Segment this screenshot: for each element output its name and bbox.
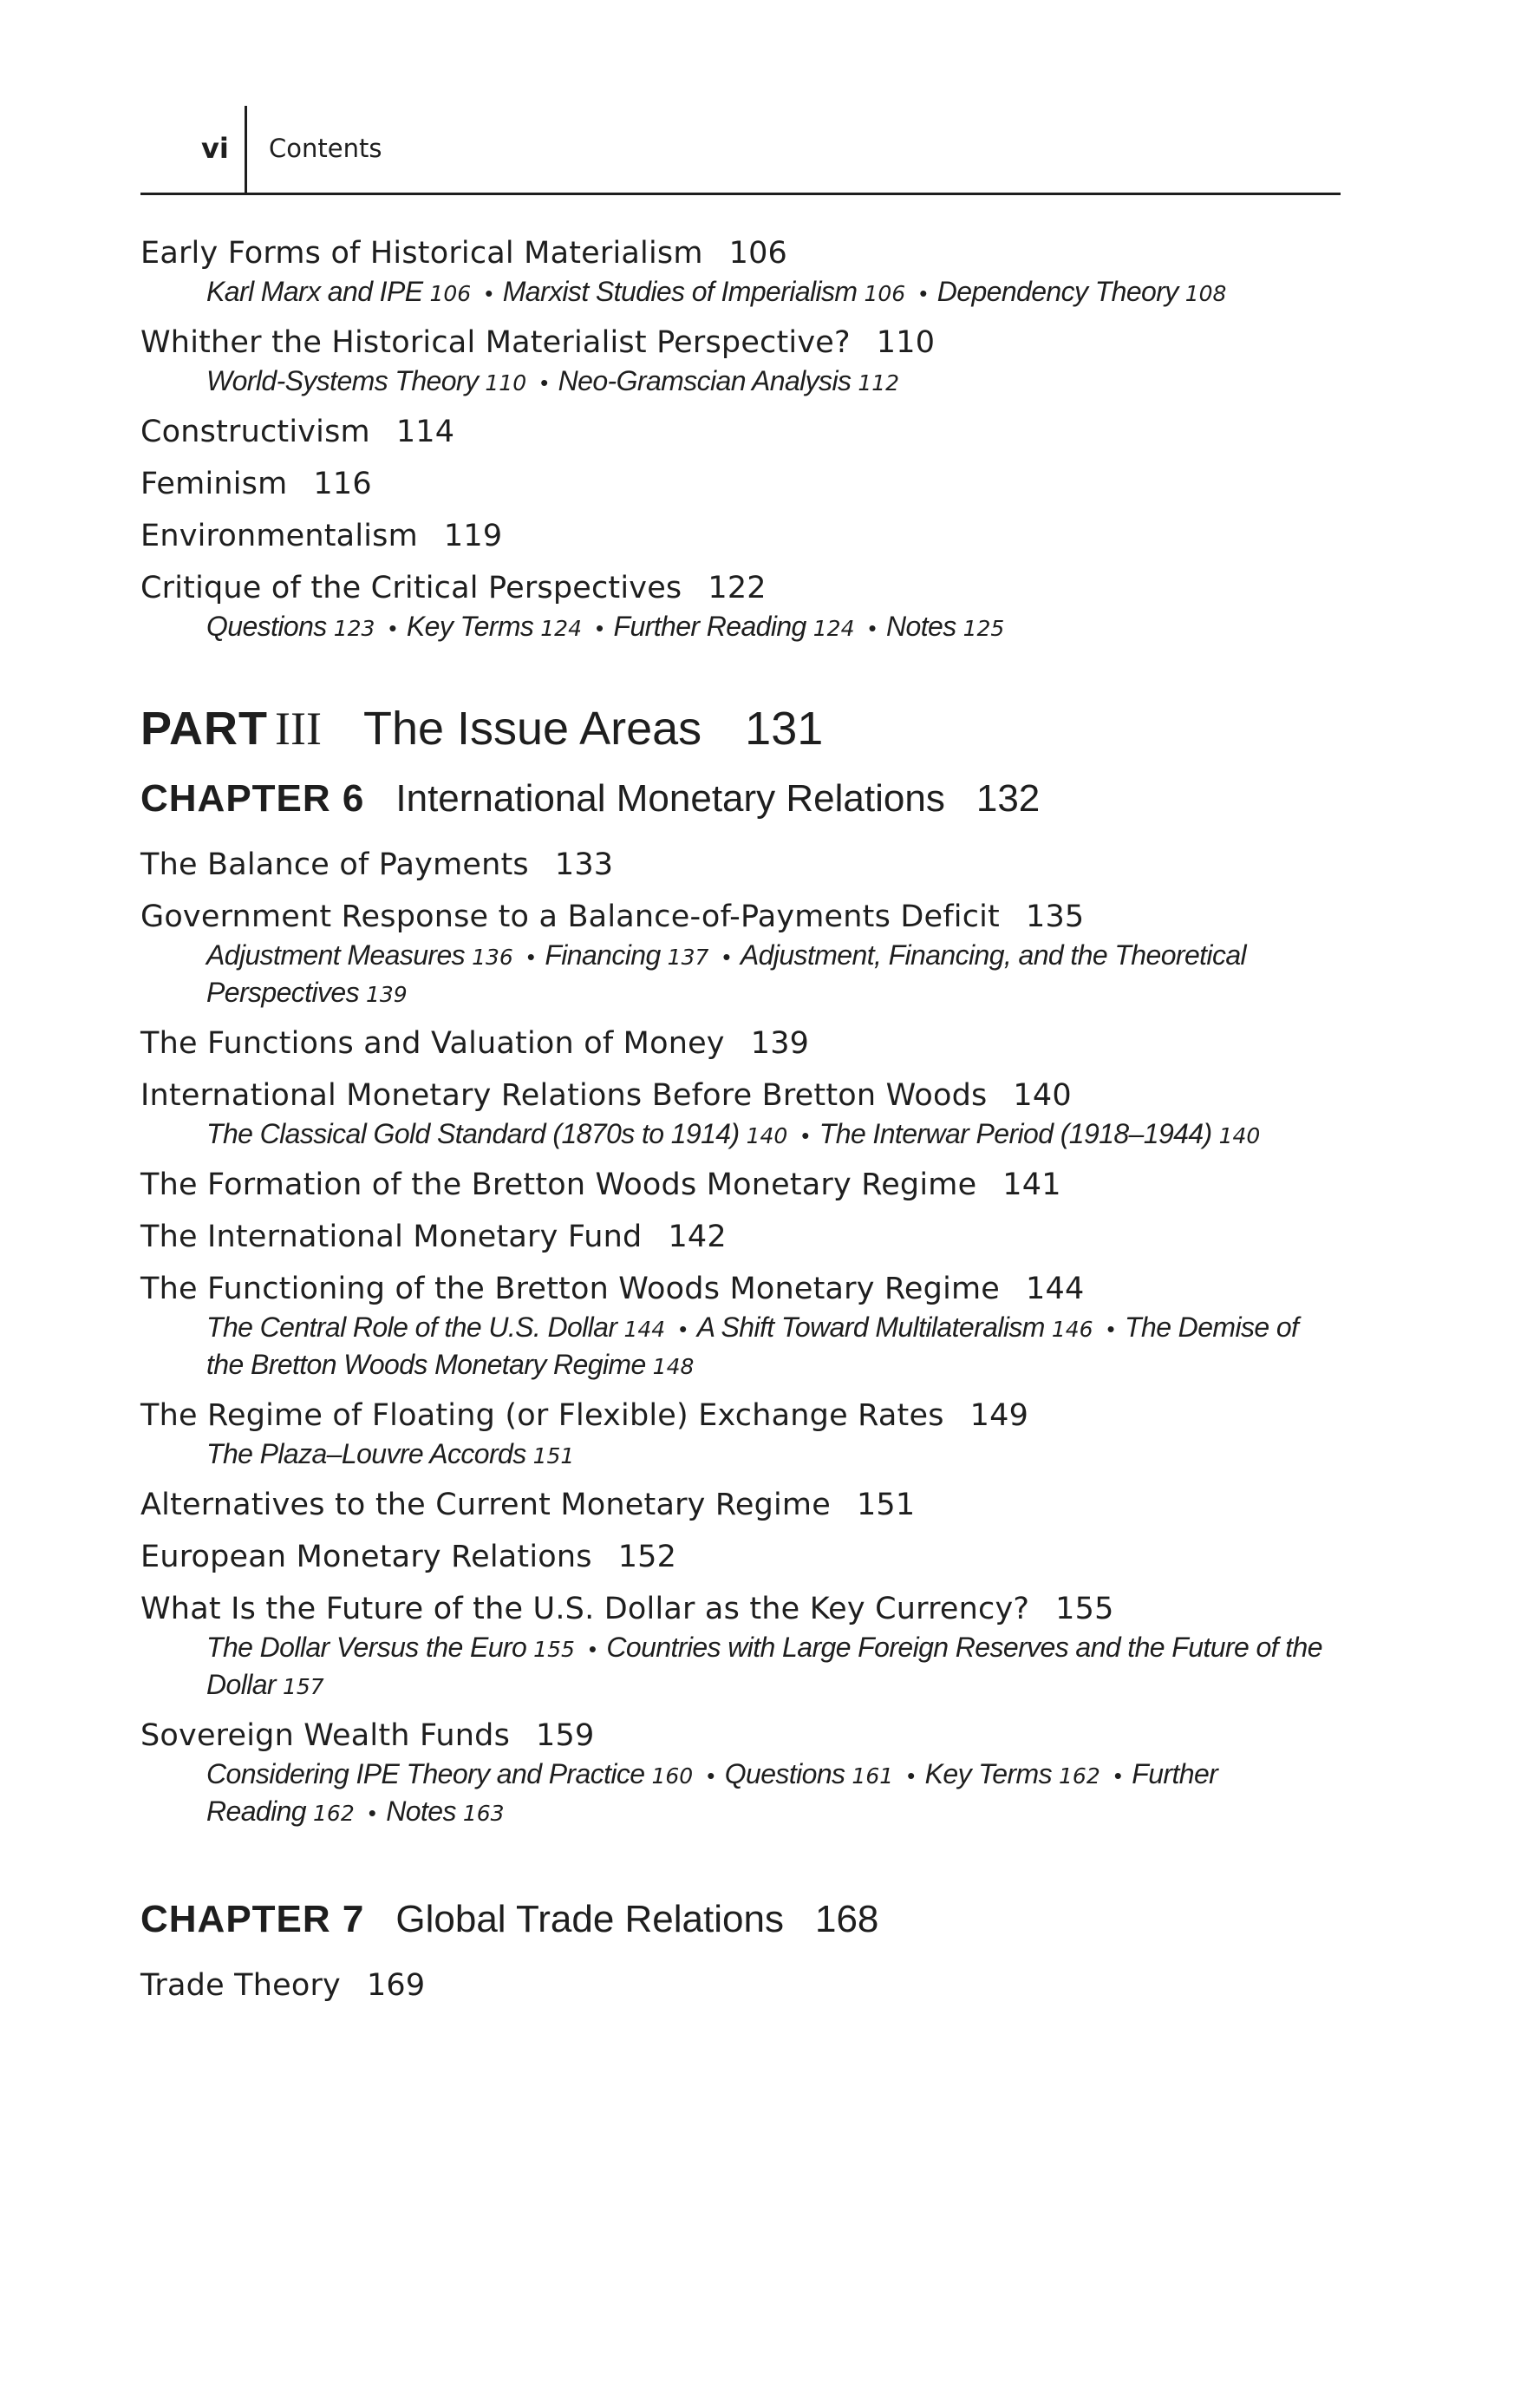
subsection-page: 157 (282, 1674, 324, 1699)
section-page: 140 (1013, 1078, 1072, 1113)
subsection-page: 146 (1051, 1317, 1093, 1342)
bullet-separator: • (722, 944, 730, 970)
subsection-title: Further Reading (206, 1758, 1218, 1827)
section-title: Sovereign Wealth Funds (140, 1718, 511, 1753)
subsection-page: 108 (1184, 281, 1227, 306)
section-title: The Balance of Payments (140, 847, 529, 882)
chapter-page: 132 (976, 777, 1041, 820)
bullet-separator: • (596, 615, 604, 641)
running-head (140, 102, 1341, 195)
bullet-separator: • (868, 615, 876, 641)
section-heading (140, 567, 1341, 609)
toc-entry-critique (140, 567, 1341, 646)
subsection-title: The Interwar Period (1918–1944) (819, 1118, 1212, 1149)
subsection-page: 162 (1059, 1763, 1100, 1789)
toc-entry-floating (140, 1395, 1341, 1474)
chapter-title: International Monetary Relations (395, 777, 945, 820)
section-page: 116 (313, 467, 372, 501)
section-title: Government Response to a Balance-of-Payments Deficit (140, 899, 1000, 934)
subsection-title: Key Terms (406, 611, 534, 642)
part-label: PART (140, 703, 268, 755)
bullet-separator: • (1113, 1763, 1122, 1789)
section-page: 114 (395, 415, 455, 449)
subsection-title: Marxist Studies of Imperialism (502, 276, 858, 307)
section-heading (140, 1588, 1341, 1630)
section-title: The International Monetary Fund (140, 1220, 643, 1254)
subsection-page: 112 (858, 370, 900, 396)
subsection-title: Key Terms (924, 1758, 1053, 1789)
bullet-separator: • (801, 1122, 809, 1148)
subsection-page: 162 (313, 1801, 355, 1826)
section-title: The Regime of Floating (or Flexible) Exchange Rates (140, 1398, 944, 1433)
section-title: The Functions and Valuation of Money (140, 1026, 725, 1061)
toc-entry-european (140, 1536, 1341, 1578)
section-title: Early Forms of Historical Materialism (140, 236, 703, 271)
section-title: Critique of the Critical Perspectives (140, 571, 682, 605)
subsection-page: 106 (864, 281, 906, 306)
section-title: The Functioning of the Bretton Woods Monetary Regime (140, 1272, 1001, 1306)
subsection-page: 136 (472, 945, 513, 970)
section-title: Alternatives to the Current Monetary Regime (140, 1488, 831, 1522)
section-heading (140, 411, 1341, 453)
part-heading (140, 698, 1341, 759)
subsection-line (206, 1116, 1341, 1154)
section-heading (140, 1965, 1341, 2006)
toc-content (140, 232, 1341, 2017)
toc-entry-formation (140, 1164, 1341, 1206)
subsection-page: 140 (1218, 1123, 1261, 1148)
section-heading (140, 1484, 1341, 1526)
subsection-title: Countries with Large Foreign Reserves and the Future of the Dollar (206, 1632, 1322, 1700)
subsection-page: 148 (652, 1354, 695, 1379)
subsection-title: Adjustment Measures (206, 939, 466, 971)
subsection-page: 124 (540, 616, 582, 641)
bullet-separator: • (1106, 1316, 1115, 1342)
subsection-page: 151 (532, 1443, 575, 1469)
section-heading (140, 463, 1341, 505)
subsection-line (206, 1756, 1341, 1831)
subsection-line (206, 1310, 1341, 1384)
section-page: 106 (728, 236, 788, 271)
bullet-separator: • (919, 280, 927, 306)
bullet-separator: • (388, 615, 396, 641)
section-heading (140, 1395, 1341, 1436)
subsection-title: The Plaza–Louvre Accords (206, 1438, 526, 1469)
subsection-page: 139 (366, 982, 408, 1007)
section-page: 141 (1002, 1168, 1061, 1202)
subsection-page: 124 (812, 616, 855, 641)
section-heading (140, 1268, 1341, 1310)
toc-entry-sovereign-wealth-funds (140, 1715, 1341, 1831)
subsection-title: Adjustment, Financing, and the Theoretical Perspectives (206, 939, 1247, 1008)
part-page: 131 (745, 703, 824, 755)
section-heading (140, 896, 1341, 938)
subsection-page: 155 (533, 1637, 575, 1662)
chapter-label: CHAPTER 6 (140, 777, 365, 820)
toc-entry-balance (140, 844, 1341, 886)
section-page: 144 (1026, 1272, 1085, 1306)
toc-entry-environmentalism (140, 515, 1341, 557)
subsection-title: The Demise of the Bretton Woods Monetary Regime (206, 1312, 1299, 1380)
section-page: 142 (668, 1220, 727, 1254)
part-title: The Issue Areas (362, 703, 702, 755)
section-title: Whither the Historical Materialist Perspective? (140, 325, 851, 360)
section-heading (140, 232, 1341, 274)
chapter-heading (140, 1894, 1341, 1946)
toc-entry-government (140, 896, 1341, 1012)
subsection-title: The Central Role of the U.S. Dollar (206, 1312, 617, 1343)
section-page: 155 (1055, 1592, 1114, 1626)
section-title: The Formation of the Bretton Woods Monetary Regime (140, 1168, 977, 1202)
subsection-line (206, 1630, 1341, 1704)
subsection-title: Neo-Gramscian Analysis (558, 365, 852, 396)
section-page: 149 (969, 1398, 1029, 1433)
section-heading (140, 322, 1341, 363)
subsection-page: 160 (651, 1763, 694, 1789)
page-number: vi (201, 132, 229, 165)
subsection-line (206, 1436, 1341, 1474)
running-head-title: Contents (269, 134, 382, 163)
toc-entry-before-bretton-woods (140, 1075, 1341, 1154)
toc-entry-early-forms (140, 232, 1341, 311)
subsection-title: Financing (545, 939, 661, 971)
section-title: Constructivism (140, 415, 370, 449)
subsection-title: A Shift Toward Multilateralism (696, 1312, 1045, 1343)
bullet-separator: • (526, 944, 535, 970)
section-heading (140, 1216, 1341, 1258)
chapter-label: CHAPTER 7 (140, 1898, 365, 1940)
subsection-line (206, 274, 1341, 311)
part-numeral: III (275, 703, 322, 755)
toc-entry-constructivism (140, 411, 1341, 453)
subsection-title: Further Reading (613, 611, 806, 642)
subsection-title: Dependency Theory (936, 276, 1178, 307)
subsection-page: 163 (462, 1801, 505, 1826)
subsection-title: World-Systems Theory (206, 365, 479, 396)
section-heading (140, 1075, 1341, 1116)
section-page: 169 (366, 1968, 426, 2003)
toc-entry-feminism (140, 463, 1341, 505)
subsection-page: 106 (429, 281, 472, 306)
section-page: 139 (750, 1026, 810, 1061)
toc-entry-alternatives (140, 1484, 1341, 1526)
section-page: 119 (443, 519, 503, 553)
toc-entry-trade-theory (140, 1965, 1341, 2006)
section-page: 110 (876, 325, 936, 360)
subsection-title: Notes (886, 611, 956, 642)
bullet-separator: • (540, 370, 548, 396)
chapter-page: 168 (814, 1898, 879, 1940)
toc-entry-whither (140, 322, 1341, 401)
subsection-page: 110 (485, 370, 527, 396)
subsection-line (206, 609, 1341, 646)
subsection-page: 144 (623, 1317, 666, 1342)
subsection-page: 140 (746, 1123, 788, 1148)
section-page: 122 (708, 571, 767, 605)
section-heading (140, 515, 1341, 557)
section-title: International Monetary Relations Before Bretton Woods (140, 1078, 988, 1113)
subsection-line (206, 938, 1341, 1012)
toc-entry-future (140, 1588, 1341, 1704)
subsection-title: Karl Marx and IPE (206, 276, 423, 307)
section-page: 135 (1025, 899, 1085, 934)
toc-entry-functioning (140, 1268, 1341, 1384)
subsection-line (206, 363, 1341, 401)
subsection-page: 123 (333, 616, 375, 641)
bullet-separator: • (907, 1763, 915, 1789)
subsection-title: The Dollar Versus the Euro (206, 1632, 527, 1663)
section-title: European Monetary Relations (140, 1540, 592, 1574)
bullet-separator: • (707, 1763, 715, 1789)
subsection-title: Considering IPE Theory and Practice (206, 1758, 645, 1789)
bullet-separator: • (485, 280, 493, 306)
section-page: 159 (536, 1718, 595, 1753)
subsection-page: 125 (962, 616, 1005, 641)
section-title: Environmentalism (140, 519, 418, 553)
subsection-page: 161 (852, 1763, 894, 1789)
subsection-title: Questions (724, 1758, 845, 1789)
bullet-separator: • (368, 1800, 376, 1826)
bullet-separator: • (679, 1316, 687, 1342)
section-title: Feminism (140, 467, 288, 501)
section-heading (140, 1715, 1341, 1756)
toc-entry-functions (140, 1023, 1341, 1064)
section-heading (140, 1164, 1341, 1206)
subsection-title: Notes (386, 1796, 456, 1827)
section-page: 152 (617, 1540, 677, 1574)
section-title: What Is the Future of the U.S. Dollar as the Key Currency? (140, 1592, 1030, 1626)
subsection-title: Questions (206, 611, 327, 642)
chapter-title: Global Trade Relations (395, 1898, 784, 1940)
header-divider (245, 106, 247, 193)
section-heading (140, 844, 1341, 886)
section-page: 151 (856, 1488, 916, 1522)
section-title: Trade Theory (140, 1968, 341, 2003)
section-page: 133 (554, 847, 614, 882)
bullet-separator: • (588, 1636, 597, 1662)
section-heading (140, 1023, 1341, 1064)
section-heading (140, 1536, 1341, 1578)
subsection-title: The Classical Gold Standard (1870s to 1914) (206, 1118, 740, 1149)
toc-entry-imf (140, 1216, 1341, 1258)
subsection-page: 137 (667, 945, 709, 970)
chapter-heading (140, 773, 1341, 825)
